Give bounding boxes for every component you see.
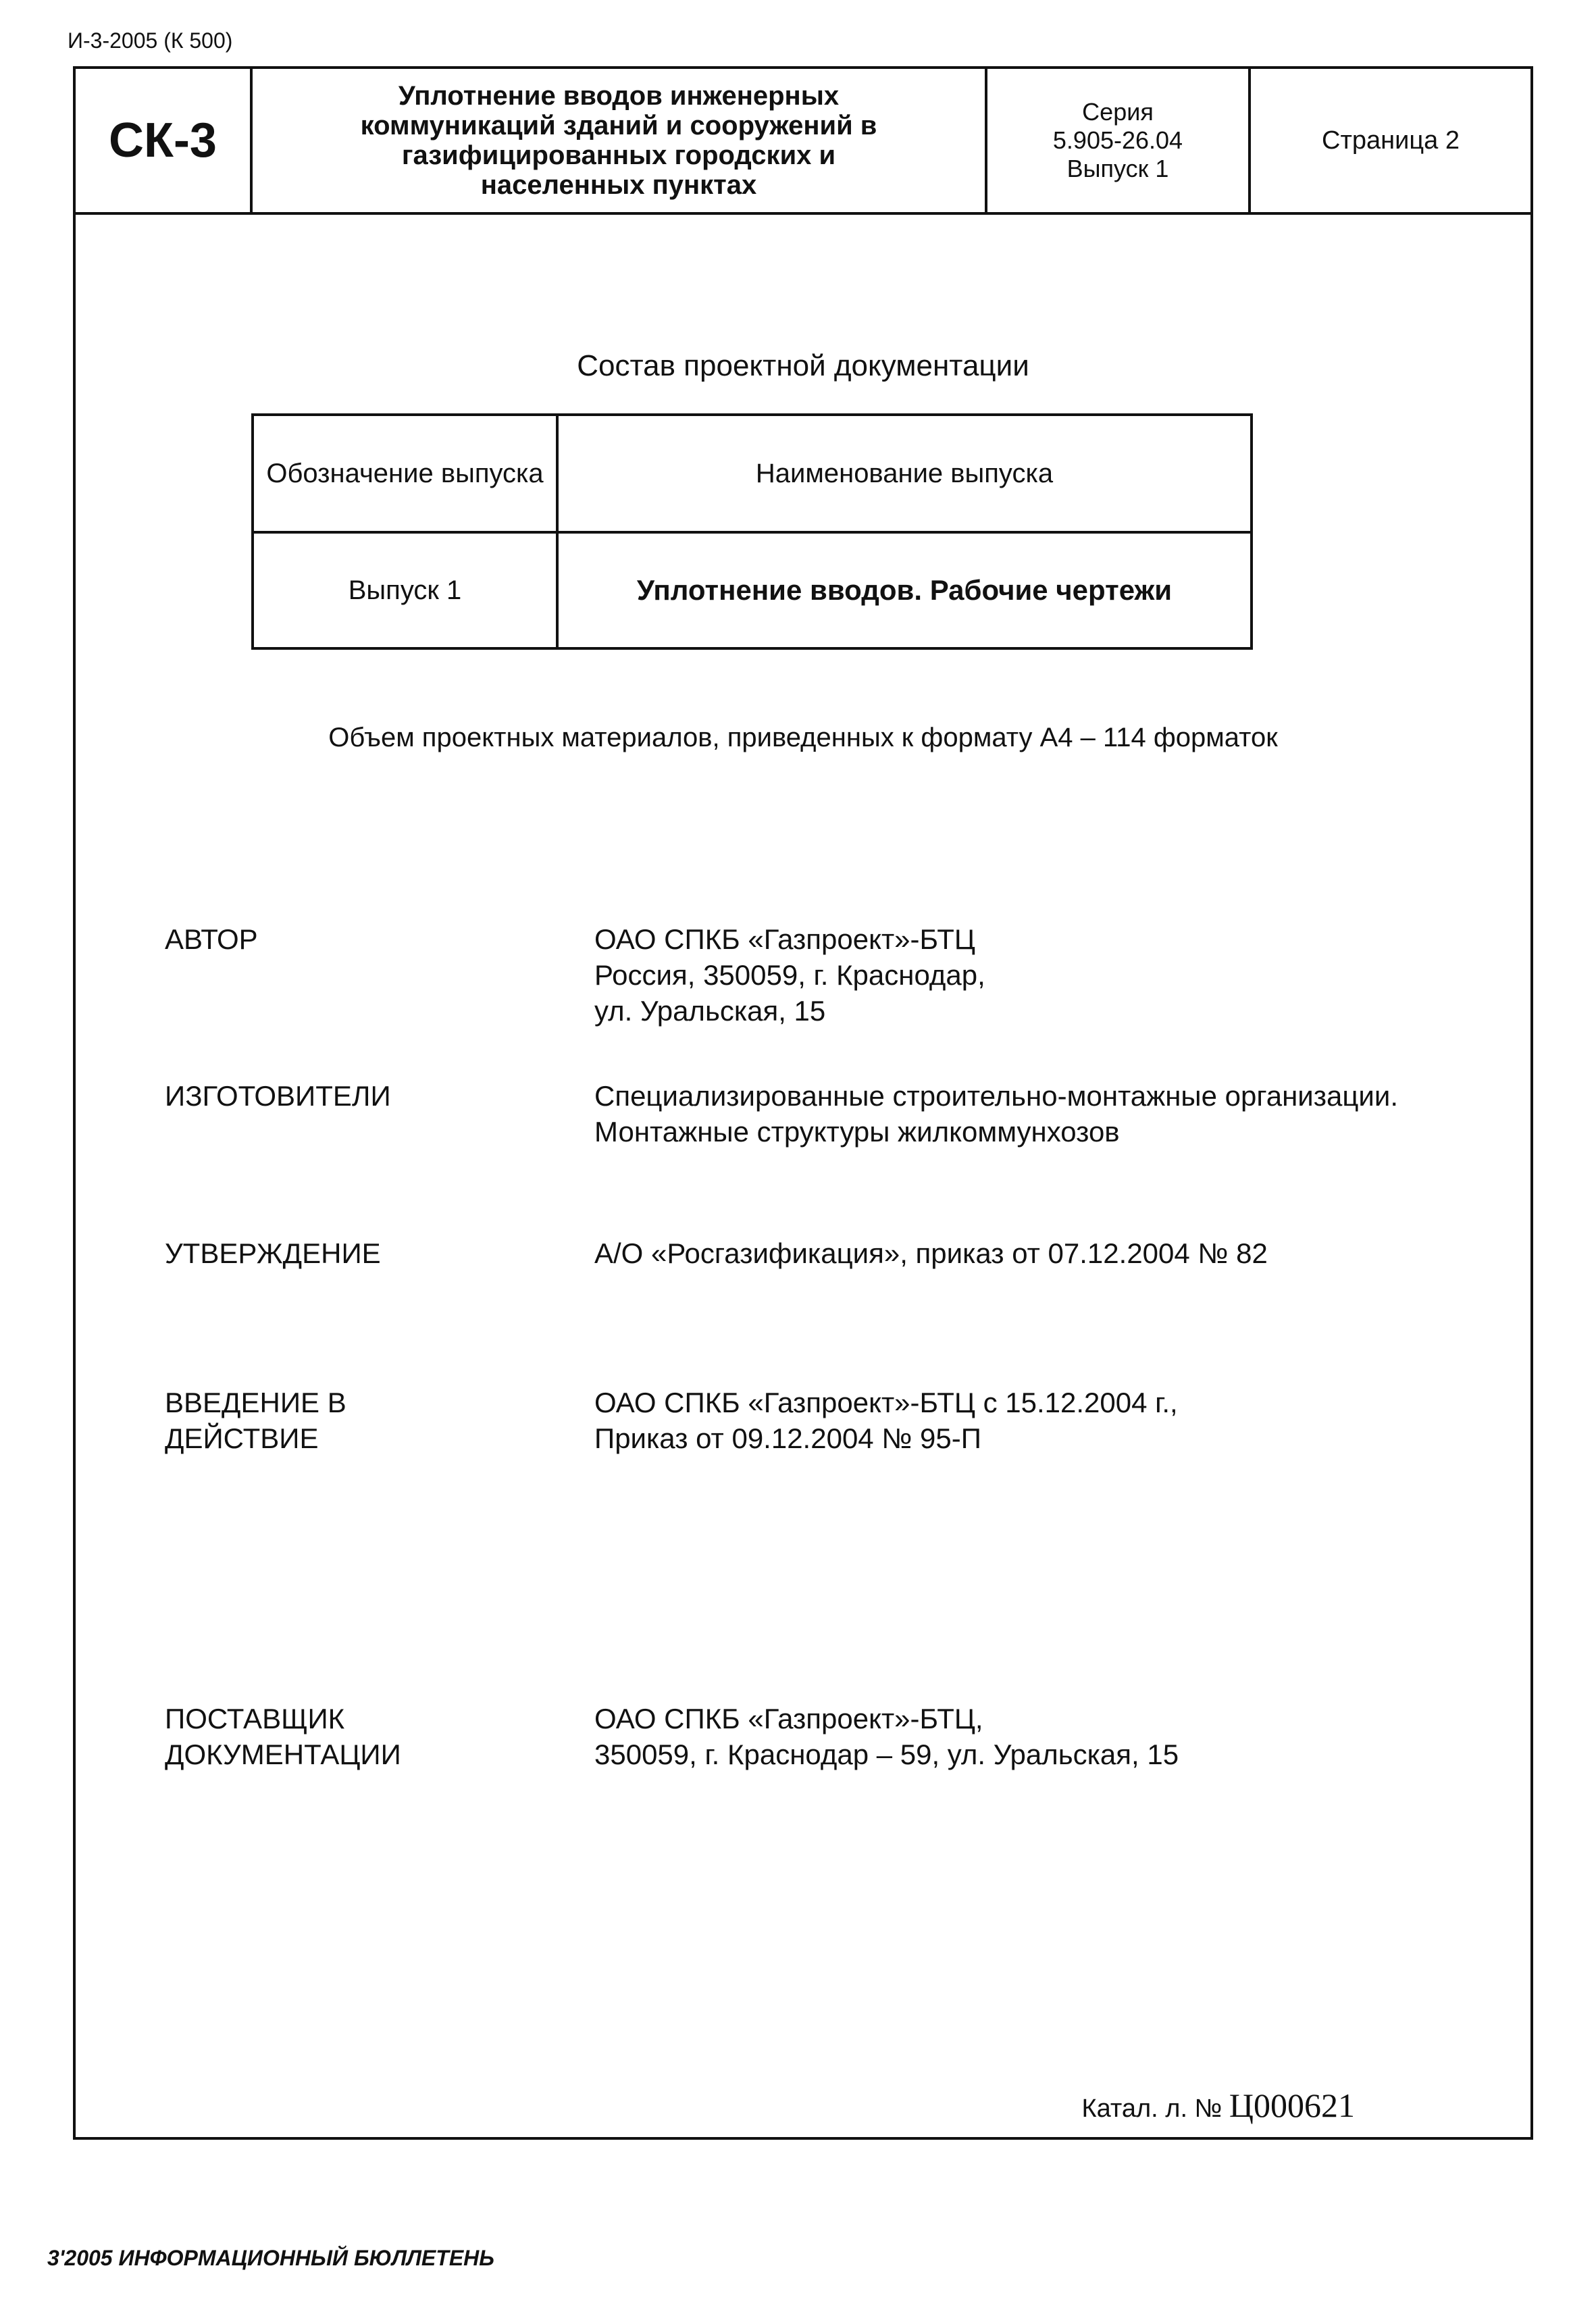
column-header: Обозначение выпуска xyxy=(253,415,557,532)
title-line: коммуникаций зданий и сооружений в xyxy=(360,111,877,140)
info-row-manufacturers xyxy=(165,1078,1503,1150)
series-info xyxy=(987,69,1251,212)
value-line: ул. Уральская, 15 xyxy=(594,995,826,1027)
info-label: ИЗГОТОВИТЕЛИ xyxy=(165,1080,391,1112)
document-code: И-3-2005 (К 500) xyxy=(68,28,233,53)
table-cell: Уплотнение вводов. Рабочие чертежи xyxy=(557,532,1252,648)
bulletin-footer: 3'2005 ИНФОРМАЦИОННЫЙ БЮЛЛЕТЕНЬ xyxy=(47,2246,494,2270)
value-line: 350059, г. Краснодар – 59, ул. Уральская, 15 xyxy=(594,1739,1179,1770)
title-line: населенных пунктах xyxy=(480,170,757,200)
info-label: АВТОР xyxy=(165,923,258,955)
header-stamp xyxy=(76,69,1530,215)
value-line: Специализированные строительно-монтажные организации. xyxy=(594,1080,1399,1112)
info-row-effective xyxy=(165,1385,1503,1456)
title-line: Уплотнение вводов инженерных xyxy=(398,81,840,111)
value-line: А/О «Росгазификация», приказ от 07.12.2004 № 82 xyxy=(594,1237,1268,1269)
value-line: ОАО СПКБ «Газпроект»-БТЦ, xyxy=(594,1703,983,1734)
table-header-row xyxy=(253,415,1252,532)
series-line: Серия xyxy=(1082,98,1154,126)
catalog-number xyxy=(1081,2086,1355,2125)
column-header: Наименование выпуска xyxy=(557,415,1252,532)
info-value xyxy=(594,921,1503,1029)
sheet-code: СК-3 xyxy=(76,69,253,212)
info-value xyxy=(594,1235,1503,1271)
info-label: ПОСТАВЩИК ДОКУМЕНТАЦИИ xyxy=(165,1703,401,1770)
info-label: УТВЕРЖДЕНИЕ xyxy=(165,1237,381,1269)
page-frame xyxy=(73,66,1533,2140)
value-line: ОАО СПКБ «Газпроект»-БТЦ xyxy=(594,923,975,955)
value-line: ОАО СПКБ «Газпроект»-БТЦ с 15.12.2004 г., xyxy=(594,1387,1178,1418)
info-value xyxy=(594,1701,1503,1772)
volume-text: Объем проектных материалов, приведенных к формату А4 – 114 форматок xyxy=(328,723,1278,752)
catalog-label: Катал. л. № xyxy=(1081,2094,1222,2123)
document-title xyxy=(253,69,987,212)
info-value xyxy=(594,1078,1503,1150)
catalog-value: Ц000621 xyxy=(1229,2086,1355,2124)
info-label: ВВЕДЕНИЕ В ДЕЙСТВИЕ xyxy=(165,1387,346,1454)
documentation-table xyxy=(251,413,1253,650)
info-row-author xyxy=(165,921,1503,1029)
value-line: Монтажные структуры жилкоммунхозов xyxy=(594,1116,1120,1148)
series-line: Выпуск 1 xyxy=(1066,155,1169,182)
page-number: Страница 2 xyxy=(1322,126,1460,155)
info-row-approval xyxy=(165,1235,1503,1271)
info-row-supplier xyxy=(165,1701,1503,1772)
value-line: Россия, 350059, г. Краснодар, xyxy=(594,959,985,991)
table-cell: Выпуск 1 xyxy=(253,532,557,648)
table-row xyxy=(253,532,1252,648)
section-title: Состав проектной документации xyxy=(577,349,1029,382)
title-line: газифицированных городских и xyxy=(401,140,836,170)
series-line: 5.905-26.04 xyxy=(1052,126,1183,154)
info-value xyxy=(594,1385,1503,1456)
value-line: Приказ от 09.12.2004 № 95-П xyxy=(594,1422,981,1454)
